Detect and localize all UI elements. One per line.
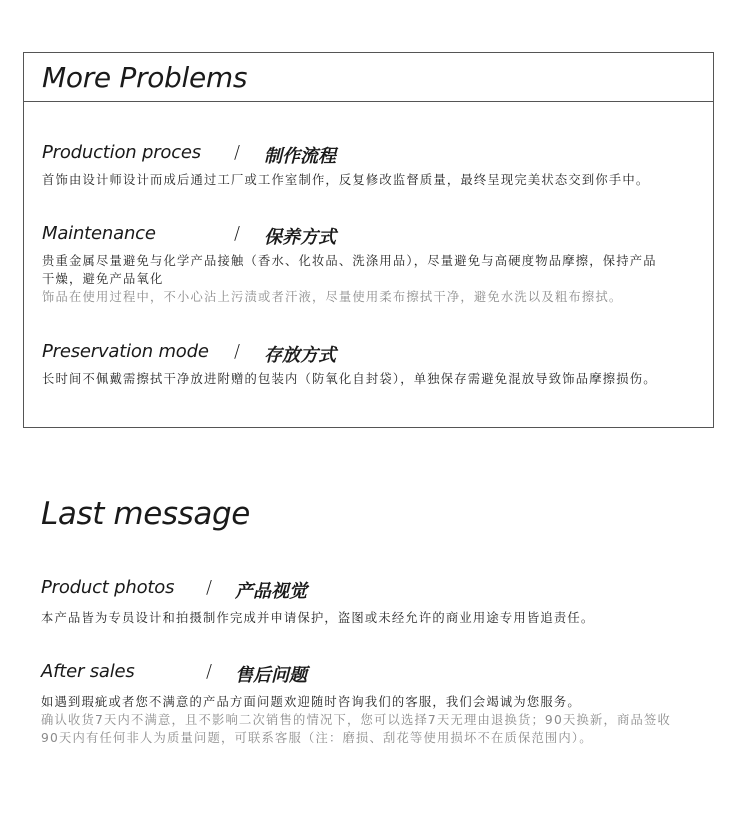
section-text-line: 首饰由设计师设计而成后通过工厂或工作室制作，反复修改监督质量，最终呈现完美状态交到你手中。: [42, 173, 650, 187]
last-message-title: Last message: [41, 496, 250, 532]
section-text-line: 如遇到瑕疵或者您不满意的产品方面问题欢迎随时咨询我们的客服，我们会竭诚为您服务。: [41, 695, 581, 709]
section-divider-slash: /: [234, 341, 241, 362]
section-title-en: Preservation mode: [42, 341, 209, 362]
section-product-photos: [41, 577, 713, 627]
section-text-line: 贵重金属尽量避免与化学产品接触（香水、化妆品、洗涤用品），尽量避免与高硬度物品摩擦，保持产品: [42, 254, 657, 268]
section-text-line-secondary: 90天内有任何非人为质量问题，可联系客服（注：磨损、刮花等使用损坏不在质保范围内）。: [41, 731, 593, 745]
section-heading: [41, 661, 713, 685]
section-divider-slash: /: [206, 661, 213, 682]
section-text-line-secondary: 确认收货7天内不满意，且不影响二次销售的情况下，您可以选择7天无理由退换货；90天换新，商品签收: [41, 713, 671, 727]
section-title-cn: 制作流程: [264, 146, 336, 167]
section-title-cn: 产品视觉: [235, 581, 307, 602]
section-title-en: Maintenance: [42, 223, 156, 244]
section-divider-slash: /: [234, 142, 241, 163]
section-title-en: Product photos: [41, 577, 175, 598]
section-title-cn: 售后问题: [235, 665, 307, 686]
section-text-line: 本产品皆为专员设计和拍摄制作完成并申请保护，盗图或未经允许的商业用途专用皆追责任。: [41, 611, 595, 625]
section-text-line: 干燥，避免产品氧化: [42, 272, 164, 286]
section-heading: [42, 142, 714, 166]
section-title-cn: 存放方式: [264, 345, 336, 366]
section-production: [42, 142, 714, 189]
section-title-en: After sales: [41, 661, 135, 682]
more-problems-header: [24, 53, 713, 102]
section-divider-slash: /: [206, 577, 213, 598]
section-text-line-secondary: 饰品在使用过程中，不小心沾上污渍或者汗液，尽量使用柔布擦拭干净，避免水洗以及粗布擦拭。: [42, 290, 623, 304]
section-maintenance: [42, 223, 714, 306]
section-heading: [42, 341, 714, 365]
section-preservation: [42, 341, 714, 388]
section-heading: [41, 577, 713, 601]
section-heading: [42, 223, 714, 247]
more-problems-title: More Problems: [42, 61, 248, 94]
section-title-cn: 保养方式: [264, 227, 336, 248]
section-after-sales: [41, 661, 713, 747]
section-title-en: Production proces: [42, 142, 201, 163]
section-divider-slash: /: [234, 223, 241, 244]
section-text-line: 长时间不佩戴需擦拭干净放进附赠的包装内（防氧化自封袋），单独保存需避免混放导致饰品摩擦损伤。: [42, 372, 657, 386]
